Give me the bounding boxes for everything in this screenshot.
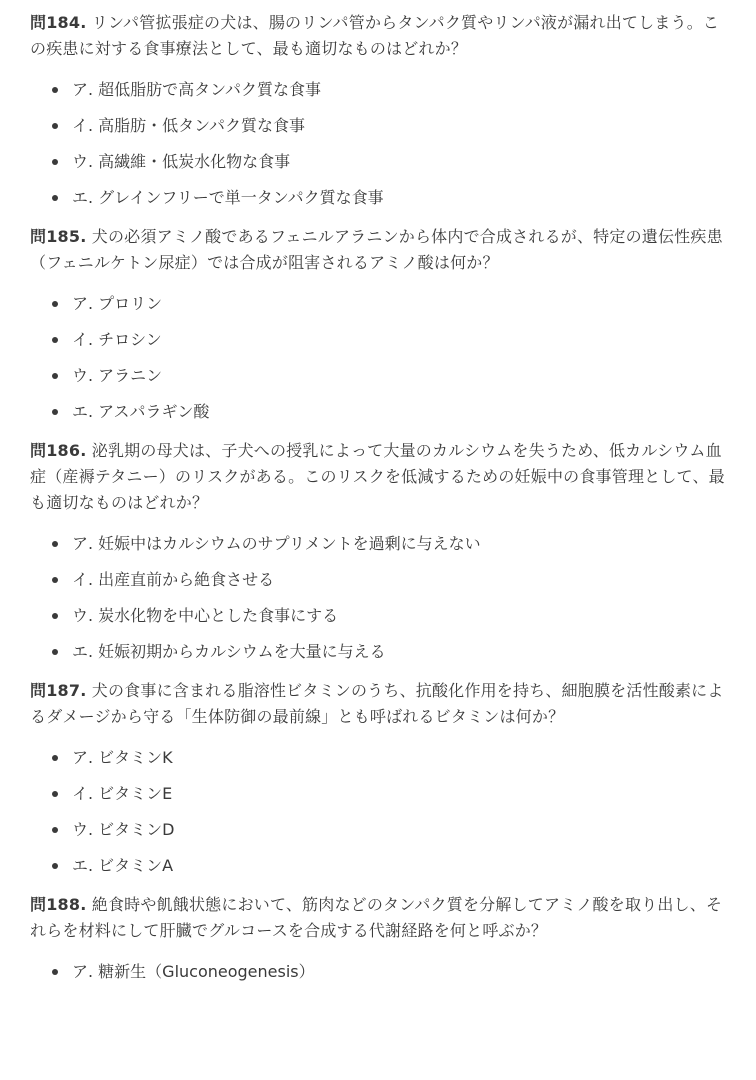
choice-label: ウ. アラニン [72, 366, 163, 385]
choice-item [30, 784, 726, 820]
choice-label: ウ. ビタミンD [72, 820, 175, 839]
bullet-icon [52, 827, 58, 833]
bullet-icon [52, 337, 58, 343]
bullet-icon [52, 863, 58, 869]
choice-label: エ. ビタミンA [72, 856, 174, 875]
question-body: 絶食時や飢餓状態において、筋肉などのタンパク質を分解してアミノ酸を取り出し、それらを材料にして肝臓でグルコースを合成する代謝経路を何と呼ぶか？ [30, 895, 723, 940]
choice-item [30, 642, 726, 678]
choice-item [30, 748, 726, 784]
question-body: 犬の必須アミノ酸であるフェニルアラニンから体内で合成されるが、特定の遺伝性疾患（フェニルケトン尿症）では合成が阻害されるアミノ酸は何か？ [30, 227, 723, 272]
choice-item [30, 534, 726, 570]
question-number: 問186. [30, 441, 87, 460]
bullet-icon [52, 373, 58, 379]
choice-label: イ. 出産直前から絶食させる [72, 570, 275, 589]
choice-label: ア. 超低脂肪で高タンパク質な食事 [72, 80, 322, 99]
choice-label: エ. アスパラギン酸 [72, 402, 210, 421]
bullet-icon [52, 577, 58, 583]
choice-item [30, 152, 726, 188]
choice-label: ア. プロリン [72, 294, 163, 313]
question-body: 泌乳期の母犬は、子犬への授乳によって大量のカルシウムを失うため、低カルシウム血症（産褥テタニー）のリスクがある。このリスクを低減するための妊娠中の食事管理として、最も適切なものはどれか？ [30, 441, 725, 512]
choice-item [30, 402, 726, 438]
choice-item [30, 606, 726, 642]
bullet-icon [52, 409, 58, 415]
choice-label: ウ. 高繊維・低炭水化物な食事 [72, 152, 291, 171]
choice-item [30, 188, 726, 224]
choice-item [30, 294, 726, 330]
choice-item [30, 116, 726, 152]
choice-label: ア. 妊娠中はカルシウムのサプリメントを過剰に与えない [72, 534, 481, 553]
choice-label: イ. 高脂肪・低タンパク質な食事 [72, 116, 306, 135]
question-number: 問184. [30, 13, 87, 32]
question-body: 犬の食事に含まれる脂溶性ビタミンのうち、抗酸化作用を持ち、細胞膜を活性酸素によるダメージから守る「生体防御の最前線」とも呼ばれるビタミンは何か？ [30, 681, 724, 726]
question-text [30, 10, 726, 62]
bullet-icon [52, 613, 58, 619]
question-number: 問187. [30, 681, 87, 700]
choice-item [30, 820, 726, 856]
question-text [30, 892, 726, 944]
bullet-icon [52, 301, 58, 307]
question-185 [30, 224, 726, 438]
choice-list [30, 534, 726, 678]
choice-item [30, 80, 726, 116]
bullet-icon [52, 159, 58, 165]
choice-item [30, 330, 726, 366]
choice-list [30, 294, 726, 438]
choice-label: ア. ビタミンK [72, 748, 173, 767]
bullet-icon [52, 969, 58, 975]
choice-label: イ. チロシン [72, 330, 162, 349]
question-number: 問185. [30, 227, 87, 246]
choice-list [30, 962, 726, 998]
question-number: 問188. [30, 895, 87, 914]
question-187 [30, 678, 726, 892]
question-186 [30, 438, 726, 678]
question-body: リンパ管拡張症の犬は、腸のリンパ管からタンパク質やリンパ液が漏れ出てしまう。この疾患に対する食事療法として、最も適切なものはどれか？ [30, 13, 720, 58]
bullet-icon [52, 195, 58, 201]
choice-label: ア. 糖新生（Gluconeogenesis） [72, 962, 315, 981]
choice-item [30, 366, 726, 402]
choice-item [30, 856, 726, 892]
bullet-icon [52, 649, 58, 655]
choice-item [30, 962, 726, 998]
question-text [30, 438, 726, 516]
choice-list [30, 80, 726, 224]
question-text [30, 678, 726, 730]
choice-label: イ. ビタミンE [72, 784, 173, 803]
question-188 [30, 892, 726, 998]
bullet-icon [52, 541, 58, 547]
choice-label: ウ. 炭水化物を中心とした食事にする [72, 606, 339, 625]
choice-item [30, 570, 726, 606]
bullet-icon [52, 791, 58, 797]
bullet-icon [52, 755, 58, 761]
choice-label: エ. 妊娠初期からカルシウムを大量に与える [72, 642, 386, 661]
choice-label: エ. グレインフリーで単一タンパク質な食事 [72, 188, 384, 207]
question-text [30, 224, 726, 276]
choice-list [30, 748, 726, 892]
bullet-icon [52, 87, 58, 93]
bullet-icon [52, 123, 58, 129]
question-184 [30, 10, 726, 224]
